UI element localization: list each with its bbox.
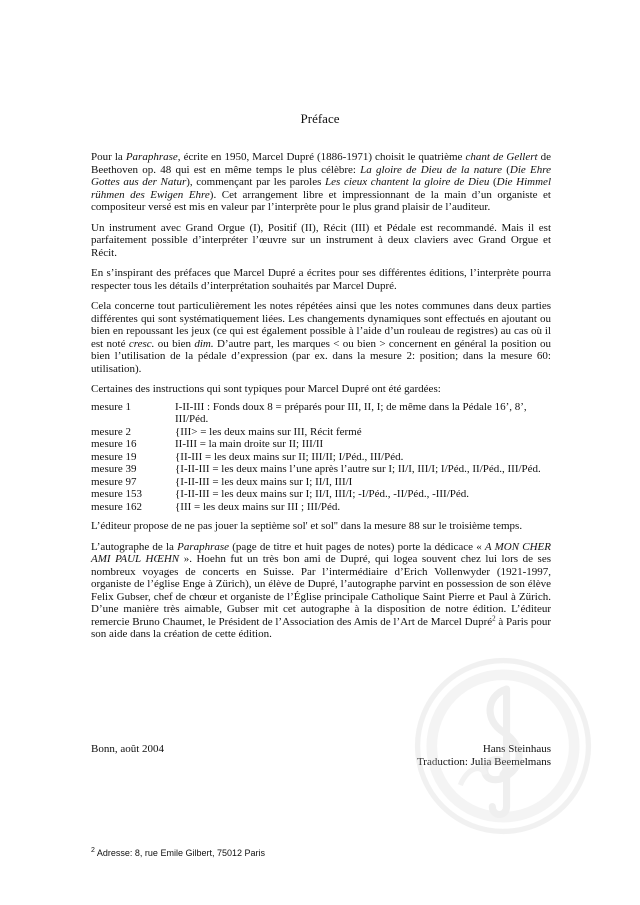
text-run: L’autographe de la	[91, 540, 178, 553]
measure-row	[91, 501, 551, 514]
footnote-reference: 2	[492, 613, 496, 622]
text-run: ou bien	[154, 337, 195, 350]
italic-german-lyrics: Die Himmel rühmen des Ewigen Ehre	[91, 176, 551, 201]
italic-french-title: La gloire de Dieu de la nature	[360, 163, 503, 176]
translator-credit: Traduction: Julia Beemelmans	[416, 756, 551, 768]
measures-list	[91, 401, 551, 514]
paragraph-instrument: Un instrument avec Grand Orgue (I), Positif (II), Récit (III) et Pédale est recommandé. Mais il est parfaitement possible d’interpréter l’œuvre sur un instrument à deux claviers avec Grand Orgue et Récit.	[91, 221, 551, 259]
italic-german-title: Die Ehre Gottes aus der Natur	[91, 163, 552, 188]
text-run: ), commençant par les paroles	[186, 176, 326, 188]
measure-label: mesure 153	[91, 488, 143, 500]
paragraph-autograph	[91, 541, 551, 641]
measure-text: II-III = la main droite sur II; III/II	[175, 438, 324, 450]
measure-label: mesure 97	[91, 475, 137, 488]
footnote-text: Adresse: 8, rue Emile Gilbert, 75012 Paris	[94, 848, 265, 858]
measure-text: {III = les deux mains sur III ; III/Péd.	[175, 500, 341, 513]
italic-cresc: cresc.	[128, 337, 155, 350]
measure-text: {II-III = les deux mains sur II; III/II; I/Péd., III/Péd.	[175, 450, 404, 463]
measure-row	[91, 476, 551, 489]
measure-label: mesure 1	[91, 400, 132, 413]
text-run: Pour la	[91, 151, 126, 163]
text-run: ». Hoehn fut un très bon ami de Dupré, qui logea souvent chez lui lors de ses nombreux voyages de concerts en Suisse. Par l’intermédiaire d’Erich Vollenwyder (1921-1997, organiste de l’église Enge à Zürich), un élève de Dupré, l’autographe parvint en possession de son élève Felix Gubser, chef de chœur et organiste de l’Église principale Catholique Saint Pierre et Paul à Zürich. D’une manière très aimable, Gubser mit cet autographe à la disposition de notre édition. L’éditeur remercie Bruno Chaumet, le Président de l’Association des Amis de l’Art de Marcel Dupré	[91, 553, 551, 628]
text-run: (	[502, 163, 510, 176]
text-run: ). Cet arrangement libre et impressionnant de la main d’un organiste et compositeur versé est mis en valeur par l’interprète pour le plus grand plaisir de l’auditeur.	[91, 188, 551, 213]
place-date: Bonn, août 2004	[91, 743, 165, 755]
text-run: à Paris pour son aide dans la création de cette édition.	[91, 615, 551, 640]
text-run: (page de titre et huit pages de notes) porte la dédicace «	[229, 540, 485, 553]
footnote-number: 2	[91, 847, 95, 854]
text-run: D’autre part, les marques < ou bien > concernent en général la position ou bien l’utilisation de la pédale d’expression (par ex. dans la mesure 2: position; dans la mesure 60: utilisation).	[91, 337, 551, 375]
text-run: Cela concerne tout particulièrement les notes répétées ainsi que les notes communes dans deux parties différentes qui sont systématiquement liées. Les changements dynamiques sont effectués en ajoutant ou bien en repoussant les jeux (ce qui est également possible à l’aide d’un rouleau de registres) au cas où il est noté	[91, 300, 551, 350]
measure-label: mesure 39	[91, 463, 137, 475]
paragraph-prefaces: En s’inspirant des préfaces que Marcel Dupré a écrites pour ses différentes éditions, l’interprète pourra respecter tous les détails d’interprétation souhaités par Marcel Dupré.	[91, 267, 551, 292]
measure-row	[91, 451, 551, 464]
measure-text: I-II-III : Fonds doux 8 = préparés pour III, II, I; de même dans la Pédale 16’, 8’, III/Péd.	[175, 400, 527, 425]
italic-chant-title: chant de Gellert	[465, 151, 538, 163]
italic-dim: dim.	[194, 337, 214, 350]
text-run: , écrite en 1950, Marcel Dupré (1886-1971) choisit le quatrième	[177, 151, 466, 163]
measure-text: {I-II-III = les deux mains sur I; II/I, III/I	[175, 475, 353, 488]
paragraph-instructions-intro: Certaines des instructions qui sont typiques pour Marcel Dupré ont été gardées:	[91, 383, 441, 395]
measure-row	[91, 463, 551, 476]
measure-row	[91, 438, 551, 451]
text-run: (	[489, 176, 497, 188]
measure-text: {I-II-III = les deux mains sur I; II/I, III/I; -I/Péd., -II/Péd., -III/Péd.	[175, 488, 470, 500]
measure-text: {III> = les deux mains sur III, Récit fermé	[175, 425, 362, 438]
paragraph-intro	[91, 151, 551, 214]
preface-body	[91, 151, 551, 649]
italic-work-title: Paraphrase	[125, 151, 178, 163]
paragraph-editor-note: L’éditeur propose de ne pas jouer la septième sol' et sol'' dans la mesure 88 sur le troisième temps.	[91, 520, 523, 532]
measure-row	[91, 426, 551, 439]
publisher-watermark-icon	[414, 657, 592, 835]
italic-work-title: Paraphrase	[177, 540, 230, 553]
italic-dedication: A MON CHER AMI PAUL HŒHN	[91, 540, 551, 565]
measure-label: mesure 19	[91, 450, 137, 463]
measure-row	[91, 401, 551, 426]
measure-row	[91, 488, 551, 501]
text-run: de Beethoven op. 48 qui est en même temps le plus célèbre:	[91, 151, 551, 176]
measure-text: {I-II-III = les deux mains l’une après l’autre sur I; II/I, III/I; I/Péd., II/Péd., III/Péd.	[175, 463, 541, 475]
measure-label: mesure 162	[91, 500, 143, 513]
footnote	[91, 848, 551, 858]
paragraph-notes	[91, 300, 551, 375]
italic-french-lyrics: Les cieux chantent la gloire de Dieu	[325, 176, 490, 188]
measure-label: mesure 16	[91, 438, 137, 450]
page-title: Préface	[300, 111, 340, 126]
author-name: Hans Steinhaus	[482, 743, 551, 755]
measure-label: mesure 2	[91, 425, 132, 438]
